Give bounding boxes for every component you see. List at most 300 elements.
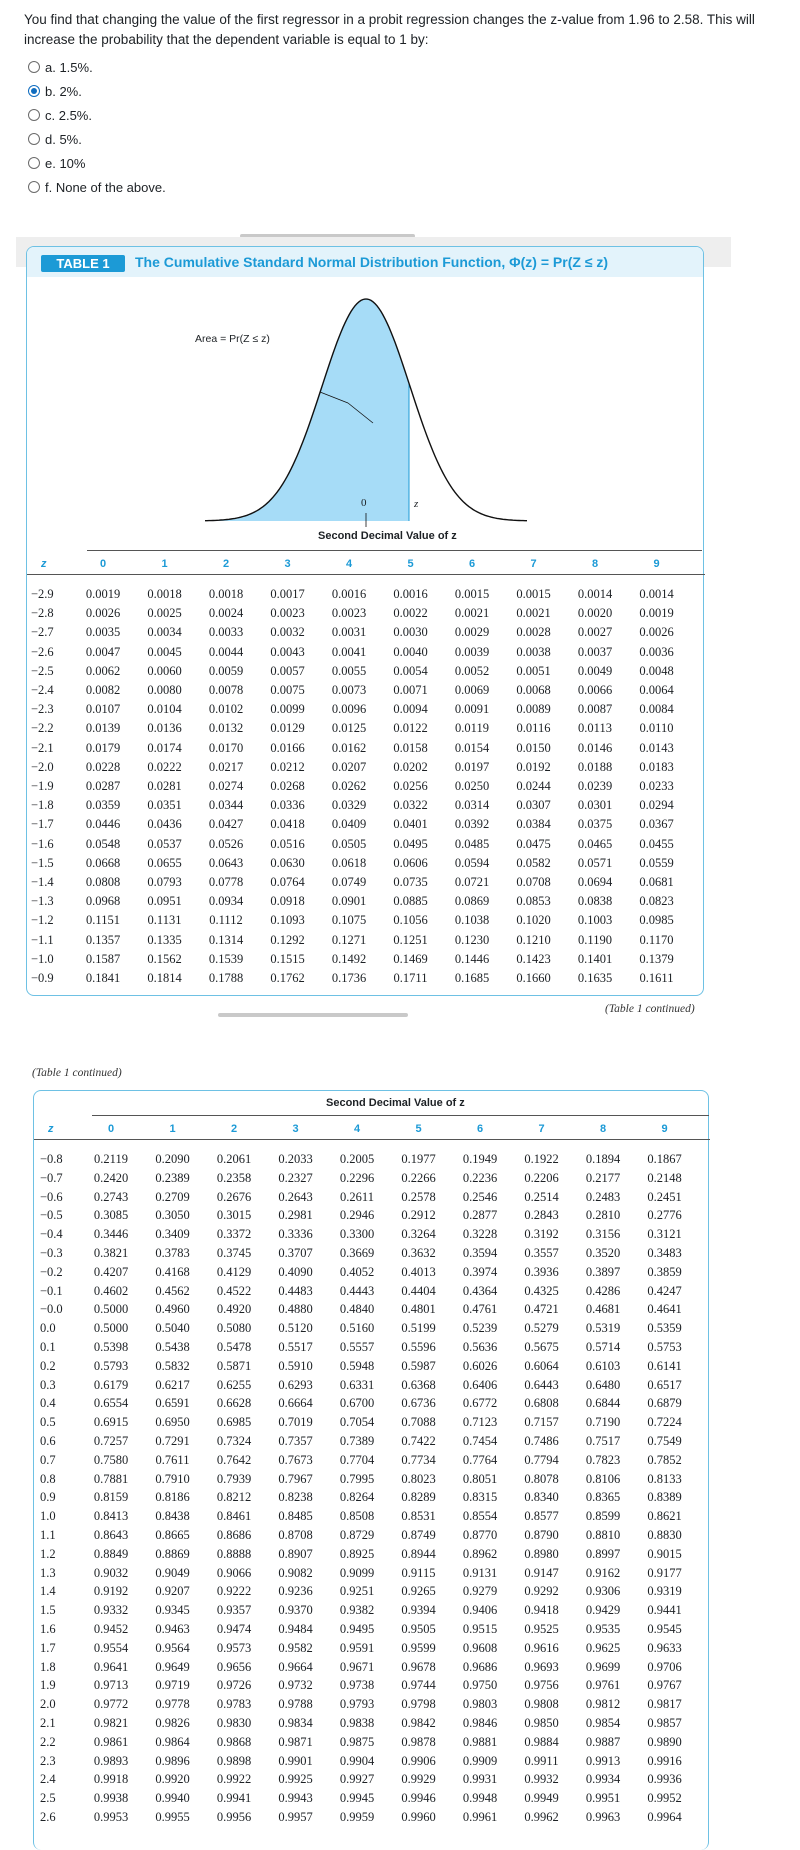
probability-cell: 0.0359: [85, 798, 121, 813]
z-value-cell: 1.7: [40, 1640, 56, 1655]
probability-cell: 0.5239: [462, 1321, 498, 1336]
probability-cell: 0.0655: [147, 855, 182, 870]
probability-cell: 0.9838: [339, 1716, 375, 1730]
probability-cell: 0.9821: [93, 1716, 129, 1730]
probability-cell: 0.0455: [639, 836, 674, 851]
z-value-cell: −1.3: [31, 894, 54, 909]
probability-cell: 0.6480: [585, 1377, 621, 1392]
probability-cell: 0.0207: [331, 759, 367, 774]
probability-cell: 0.4168: [155, 1264, 190, 1279]
z-column-header: z: [48, 1123, 54, 1135]
probability-cell: 0.2236: [462, 1170, 498, 1185]
probability-cell: 0.8770: [462, 1528, 498, 1542]
probability-cell: 0.1587: [85, 951, 121, 966]
radio-e[interactable]: [28, 157, 40, 169]
z-value-cell: −0.2: [40, 1264, 63, 1279]
probability-cell: 0.9941: [216, 1791, 252, 1806]
probability-cell: 0.6664: [278, 1396, 313, 1411]
probability-cell: 0.8980: [524, 1546, 559, 1561]
column-header-3: 3: [284, 558, 291, 570]
probability-cell: 0.0039: [454, 644, 490, 659]
probability-cell: 0.9932: [524, 1772, 559, 1787]
probability-cell: 0.0091: [454, 702, 490, 717]
probability-cell: 0.0040: [393, 644, 428, 659]
probability-cell: 0.0073: [331, 683, 367, 697]
probability-cell: 0.0505: [331, 836, 367, 851]
probability-cell: 0.9887: [585, 1734, 621, 1749]
probability-cell: 0.0096: [331, 702, 367, 717]
probability-cell: 0.6406: [462, 1377, 498, 1392]
probability-cell: 0.2090: [155, 1152, 190, 1166]
probability-cell: 0.0749: [331, 875, 367, 889]
probability-cell: 0.1788: [208, 971, 244, 985]
z-value-cell: 0.2: [40, 1358, 56, 1373]
probability-cell: 0.9808: [524, 1697, 559, 1712]
probability-cell: 0.0104: [147, 702, 182, 717]
probability-cell: 0.8485: [278, 1509, 313, 1524]
probability-cell: 0.7704: [339, 1452, 375, 1467]
area-label: Area = Pr(Z ≤ z): [195, 333, 270, 345]
probability-cell: 0.7967: [278, 1471, 313, 1486]
column-header-4: 4: [354, 1123, 361, 1135]
z-value-cell: 1.9: [40, 1678, 56, 1693]
probability-cell: 0.9099: [339, 1565, 375, 1580]
probability-cell: 0.2005: [339, 1152, 375, 1166]
table-badge: TABLE 1: [41, 255, 125, 272]
probability-cell: 0.9783: [216, 1697, 252, 1712]
image1-scrollbar-bottom[interactable]: [218, 1013, 408, 1017]
probability-cell: 0.0136: [147, 721, 182, 736]
probability-cell: 0.3594: [462, 1246, 498, 1260]
probability-cell: 0.0409: [331, 817, 367, 832]
probability-cell: 0.9625: [585, 1640, 621, 1655]
probability-cell: 0.4052: [339, 1264, 375, 1279]
probability-cell: 0.2877: [462, 1208, 498, 1223]
probability-cell: 0.0537: [147, 836, 182, 851]
probability-cell: 0.0020: [577, 606, 613, 621]
column-header-0: 0: [108, 1123, 115, 1135]
probability-cell: 0.6217: [155, 1377, 190, 1392]
probability-cell: 0.6915: [93, 1415, 129, 1430]
probability-cell: 0.8238: [278, 1490, 313, 1505]
probability-cell: 0.1977: [401, 1152, 436, 1166]
probability-cell: 0.8461: [216, 1509, 252, 1524]
probability-cell: 0.5910: [278, 1358, 313, 1373]
probability-cell: 0.9418: [524, 1603, 559, 1618]
probability-cell: 0.2981: [278, 1208, 313, 1223]
probability-cell: 0.1112: [209, 913, 243, 928]
z-value-cell: −2.0: [31, 759, 54, 774]
probability-cell: 0.9599: [401, 1640, 436, 1655]
probability-cell: 0.7734: [401, 1452, 436, 1467]
probability-cell: 0.4129: [216, 1264, 252, 1279]
probability-cell: 0.5478: [216, 1340, 252, 1354]
probability-cell: 0.5948: [339, 1358, 375, 1373]
probability-cell: 0.6368: [401, 1377, 436, 1392]
probability-cell: 0.1056: [393, 913, 428, 928]
probability-cell: 0.5319: [585, 1321, 621, 1336]
probability-cell: 0.0139: [85, 721, 121, 736]
probability-cell: 0.4443: [339, 1283, 375, 1298]
probability-cell: 0.0041: [331, 644, 367, 659]
z-value-cell: 0.6: [40, 1434, 56, 1448]
z-value-cell: −0.4: [40, 1227, 63, 1242]
probability-cell: 0.9861: [93, 1734, 129, 1749]
probability-cell: 0.0336: [270, 798, 305, 813]
probability-cell: 0.0594: [454, 855, 490, 870]
probability-cell: 0.0735: [393, 875, 428, 889]
probability-cell: 0.7157: [524, 1415, 559, 1430]
probability-cell: 0.0853: [516, 894, 551, 909]
probability-cell: 0.1539: [208, 951, 244, 966]
probability-cell: 0.0032: [270, 625, 305, 640]
probability-cell: 0.0099: [270, 702, 305, 717]
column-header-1: 1: [161, 558, 168, 570]
axis-zero-label: 0: [361, 497, 367, 509]
probability-cell: 0.5438: [155, 1340, 190, 1354]
probability-cell: 0.3669: [339, 1246, 375, 1260]
probability-cell: 0.9441: [647, 1603, 682, 1618]
probability-cell: 0.8133: [647, 1471, 682, 1486]
radio-d[interactable]: [28, 133, 40, 145]
probability-cell: 0.6700: [339, 1396, 375, 1411]
probability-cell: 0.1423: [516, 951, 551, 966]
option-f[interactable]: [28, 175, 166, 199]
probability-cell: 0.3783: [155, 1246, 190, 1260]
probability-cell: 0.1562: [147, 951, 182, 966]
probability-cell: 0.9394: [401, 1603, 436, 1618]
probability-cell: 0.1003: [577, 913, 613, 928]
probability-cell: 0.9582: [278, 1640, 313, 1655]
z-value-cell: −2.5: [31, 663, 54, 678]
probability-cell: 0.9452: [93, 1622, 129, 1636]
probability-cell: 0.0026: [85, 606, 121, 621]
table-continued-note-top: (Table 1 continued): [32, 1067, 122, 1079]
probability-cell: 0.9222: [216, 1584, 252, 1599]
probability-cell: 0.4681: [585, 1302, 621, 1317]
z-value-cell: −1.7: [31, 817, 54, 832]
z-value-cell: 2.3: [40, 1753, 56, 1768]
probability-cell: 0.5517: [278, 1340, 313, 1354]
probability-cell: 0.9162: [585, 1565, 621, 1580]
probability-cell: 0.3228: [462, 1227, 498, 1242]
probability-cell: 0.9842: [401, 1716, 436, 1730]
column-header-0: 0: [100, 558, 107, 570]
probability-cell: 0.6736: [401, 1396, 436, 1411]
z-value-cell: 0.4: [40, 1396, 56, 1411]
probability-cell: 0.0154: [454, 740, 490, 755]
probability-cell: 0.9015: [647, 1546, 682, 1561]
probability-cell: 0.4801: [401, 1302, 436, 1317]
probability-cell: 0.2709: [155, 1189, 190, 1204]
probability-cell: 0.7357: [278, 1434, 313, 1448]
probability-cell: 0.8389: [647, 1490, 682, 1505]
probability-cell: 0.0029: [454, 625, 490, 640]
probability-cell: 0.1736: [331, 971, 367, 985]
probability-cell: 0.9332: [93, 1603, 129, 1618]
probability-cell: 0.0051: [516, 663, 551, 678]
probability-cell: 0.2266: [401, 1170, 436, 1185]
radio-a[interactable]: [28, 61, 40, 73]
probability-cell: 0.9525: [524, 1622, 559, 1636]
z-value-cell: −2.2: [31, 721, 54, 736]
probability-cell: 0.0018: [208, 587, 244, 601]
probability-cell: 0.8997: [585, 1546, 621, 1561]
probability-cell: 0.9251: [339, 1584, 375, 1599]
probability-cell: 0.2578: [401, 1189, 436, 1204]
probability-cell: 0.0808: [85, 875, 121, 889]
probability-cell: 0.1611: [639, 971, 674, 985]
probability-cell: 0.0571: [577, 855, 613, 870]
probability-cell: 0.1151: [86, 913, 120, 928]
probability-cell: 0.9846: [462, 1716, 498, 1730]
probability-cell: 0.8686: [216, 1528, 252, 1542]
radio-c[interactable]: [28, 109, 40, 121]
probability-cell: 0.4602: [93, 1283, 129, 1298]
probability-cell: 0.2389: [155, 1170, 190, 1185]
probability-cell: 0.2451: [647, 1189, 682, 1204]
probability-cell: 0.0495: [393, 836, 428, 851]
probability-cell: 0.0045: [147, 644, 182, 659]
table-title: The Cumulative Standard Normal Distribution Function, Φ(z) = Pr(Z ≤ z): [135, 254, 609, 270]
probability-cell: 0.9864: [155, 1734, 190, 1749]
probability-cell: 0.0102: [208, 702, 244, 717]
probability-cell: 0.0307: [516, 798, 551, 813]
probability-cell: 0.6879: [647, 1396, 682, 1411]
probability-cell: 0.9772: [93, 1697, 129, 1712]
probability-cell: 0.8665: [155, 1528, 190, 1542]
probability-cell: 0.9943: [278, 1791, 313, 1806]
probability-cell: 0.8810: [585, 1528, 621, 1542]
probability-cell: 0.0170: [208, 740, 244, 755]
probability-cell: 0.0038: [516, 644, 551, 659]
probability-cell: 0.0030: [393, 625, 428, 640]
probability-cell: 0.0143: [639, 740, 674, 755]
probability-cell: 0.0951: [147, 894, 182, 909]
probability-cell: 0.7324: [216, 1434, 252, 1448]
probability-cell: 0.0446: [85, 817, 121, 832]
probability-cell: 0.0202: [393, 759, 428, 774]
probability-cell: 0.6255: [216, 1377, 252, 1392]
option-e[interactable]: [28, 151, 166, 175]
probability-cell: 0.0062: [85, 663, 121, 678]
probability-cell: 0.9951: [585, 1791, 621, 1806]
probability-cell: 0.8962: [462, 1546, 498, 1561]
probability-cell: 0.5753: [647, 1340, 682, 1354]
table-continued-note-bottom: (Table 1 continued): [605, 1003, 695, 1015]
second-decimal-label-2: Second Decimal Value of z: [326, 1097, 465, 1109]
header-rule-top: [87, 550, 702, 551]
probability-cell: 0.9931: [462, 1772, 498, 1787]
probability-cell: 0.8078: [524, 1471, 559, 1486]
probability-cell: 0.1038: [454, 913, 490, 928]
probability-cell: 0.9945: [339, 1791, 375, 1806]
probability-cell: 0.5040: [155, 1321, 190, 1336]
probability-cell: 0.8749: [401, 1528, 436, 1542]
probability-cell: 0.0869: [454, 894, 490, 909]
probability-cell: 0.4960: [155, 1302, 190, 1317]
probability-cell: 0.9964: [647, 1810, 682, 1824]
probability-cell: 0.0068: [516, 683, 551, 697]
probability-cell: 0.9535: [585, 1622, 621, 1636]
probability-cell: 0.9959: [339, 1810, 375, 1824]
probability-cell: 0.0314: [454, 798, 490, 813]
probability-cell: 0.9955: [155, 1810, 190, 1824]
question-text: You find that changing the value of the first regressor in a probit regression changes the z-value from 1.96 to 2.58. This will increase the probability that the dependent variable is equal to 1 by:: [24, 12, 755, 47]
option-d[interactable]: [28, 127, 166, 151]
probability-cell: 0.0281: [147, 779, 182, 793]
probability-cell: 0.6517: [647, 1377, 682, 1392]
radio-f[interactable]: [28, 181, 40, 193]
probability-cell: 0.1867: [647, 1152, 682, 1166]
probability-cell: 0.1020: [516, 913, 551, 928]
probability-cell: 0.8051: [462, 1471, 498, 1486]
option-b[interactable]: [28, 79, 166, 103]
probability-cell: 0.3859: [647, 1264, 682, 1279]
radio-b[interactable]: [28, 85, 40, 97]
probability-cell: 0.9207: [155, 1584, 190, 1599]
probability-cell: 0.0465: [577, 836, 613, 851]
probability-cell: 0.0060: [147, 663, 182, 678]
probability-cell: 0.1446: [454, 951, 490, 966]
probability-cell: 0.0222: [147, 759, 182, 774]
probability-cell: 0.9554: [93, 1640, 129, 1655]
probability-cell: 0.9878: [401, 1734, 436, 1749]
option-c[interactable]: [28, 103, 166, 127]
z-value-cell: −1.0: [31, 951, 54, 966]
probability-cell: 0.3121: [647, 1227, 682, 1242]
probability-cell: 0.8186: [155, 1490, 190, 1505]
probability-cell: 0.0047: [85, 644, 121, 659]
probability-cell: 0.9726: [216, 1678, 252, 1693]
probability-cell: 0.0014: [577, 587, 613, 601]
probability-cell: 0.5279: [524, 1321, 559, 1336]
probability-cell: 0.0027: [577, 625, 613, 640]
probability-cell: 0.0116: [516, 721, 551, 736]
probability-cell: 0.7549: [647, 1434, 682, 1448]
z-value-cell: −2.8: [31, 606, 54, 621]
probability-cell: 0.3821: [93, 1246, 129, 1260]
probability-cell: 0.1093: [270, 913, 305, 928]
probability-cell: 0.1190: [578, 932, 612, 947]
probability-cell: 0.0918: [270, 894, 305, 909]
probability-cell: 0.8264: [339, 1490, 375, 1505]
probability-cell: 0.9463: [155, 1622, 190, 1636]
z-value-cell: −0.1: [40, 1283, 63, 1298]
probability-cell: 0.2327: [278, 1170, 313, 1185]
probability-cell: 0.9131: [462, 1565, 498, 1580]
probability-cell: 0.9761: [585, 1678, 621, 1693]
z-value-cell: −2.9: [31, 587, 54, 601]
z-value-cell: 0.5: [40, 1415, 56, 1430]
probability-cell: 0.3974: [462, 1264, 498, 1279]
probability-cell: 0.3409: [155, 1227, 190, 1242]
probability-cell: 0.4364: [462, 1283, 498, 1298]
probability-cell: 0.0021: [516, 606, 551, 621]
z-value-cell: −2.6: [31, 644, 54, 659]
probability-cell: 0.0985: [639, 913, 674, 928]
probability-cell: 0.8315: [462, 1490, 498, 1505]
probability-cell: 0.9961: [462, 1810, 498, 1824]
z-value-cell: 1.0: [40, 1509, 56, 1524]
probability-cell: 0.7123: [462, 1415, 498, 1430]
probability-cell: 0.9911: [524, 1753, 559, 1768]
probability-cell: 0.8508: [339, 1509, 375, 1524]
probability-cell: 0.9279: [462, 1584, 498, 1599]
z-value-cell: 2.4: [40, 1772, 56, 1787]
probability-cell: 0.3936: [524, 1264, 559, 1279]
probability-cell: 0.1357: [85, 932, 121, 947]
probability-cell: 0.0054: [393, 663, 428, 678]
probability-cell: 0.8106: [585, 1471, 621, 1486]
probability-cell: 0.9778: [155, 1697, 190, 1712]
probability-cell: 0.5793: [93, 1358, 129, 1373]
probability-cell: 0.2119: [94, 1152, 128, 1166]
probability-cell: 0.8554: [462, 1509, 498, 1524]
probability-cell: 0.9793: [339, 1697, 375, 1712]
probability-cell: 0.0968: [85, 894, 121, 909]
probability-cell: 0.0274: [208, 779, 244, 793]
probability-cell: 0.0036: [639, 644, 674, 659]
probability-cell: 0.0150: [516, 740, 551, 755]
probability-cell: 0.9591: [339, 1640, 375, 1655]
probability-cell: 0.5160: [339, 1321, 375, 1336]
probability-cell: 0.0087: [577, 702, 613, 717]
probability-cell: 0.0179: [85, 740, 121, 755]
header-rule-top-2: [92, 1115, 709, 1116]
probability-cell: 0.0064: [639, 683, 674, 697]
probability-cell: 0.5080: [216, 1321, 252, 1336]
probability-cell: 0.6772: [462, 1396, 498, 1411]
probability-cell: 0.5000: [93, 1302, 129, 1317]
probability-cell: 0.3015: [216, 1208, 252, 1223]
probability-cell: 0.9719: [155, 1678, 190, 1693]
column-header-8: 8: [600, 1123, 607, 1135]
probability-cell: 0.1469: [393, 951, 428, 966]
probability-cell: 0.1314: [208, 932, 244, 947]
probability-cell: 0.0028: [516, 625, 551, 640]
probability-cell: 0.0055: [331, 663, 367, 678]
probability-cell: 0.9920: [155, 1772, 190, 1787]
probability-cell: 0.9406: [462, 1603, 498, 1618]
z-value-cell: −1.8: [31, 798, 54, 813]
probability-cell: 0.9948: [462, 1791, 498, 1806]
probability-cell: 0.5359: [647, 1321, 682, 1336]
probability-cell: 0.0166: [270, 740, 305, 755]
option-a[interactable]: [28, 55, 166, 79]
probability-cell: 0.9925: [278, 1772, 313, 1787]
probability-cell: 0.1271: [331, 932, 367, 947]
probability-cell: 0.0132: [208, 721, 244, 736]
probability-cell: 0.0192: [516, 759, 551, 774]
probability-cell: 0.3085: [93, 1208, 129, 1223]
probability-cell: 0.0043: [270, 644, 305, 659]
probability-cell: 0.0084: [639, 702, 674, 717]
probability-cell: 0.9750: [462, 1678, 498, 1693]
probability-cell: 0.0256: [393, 779, 428, 793]
probability-cell: 0.9115: [401, 1565, 436, 1580]
probability-cell: 0.9756: [524, 1678, 559, 1693]
probability-cell: 0.9916: [647, 1753, 682, 1768]
probability-cell: 0.6103: [585, 1358, 621, 1373]
probability-cell: 0.2843: [524, 1208, 559, 1223]
option-f-label: f. None of the above.: [45, 179, 166, 195]
probability-cell: 0.9893: [93, 1753, 129, 1768]
probability-cell: 0.8790: [524, 1528, 559, 1542]
probability-cell: 0.0239: [577, 779, 613, 793]
probability-cell: 0.6554: [93, 1396, 129, 1411]
probability-cell: 0.9505: [401, 1622, 436, 1636]
